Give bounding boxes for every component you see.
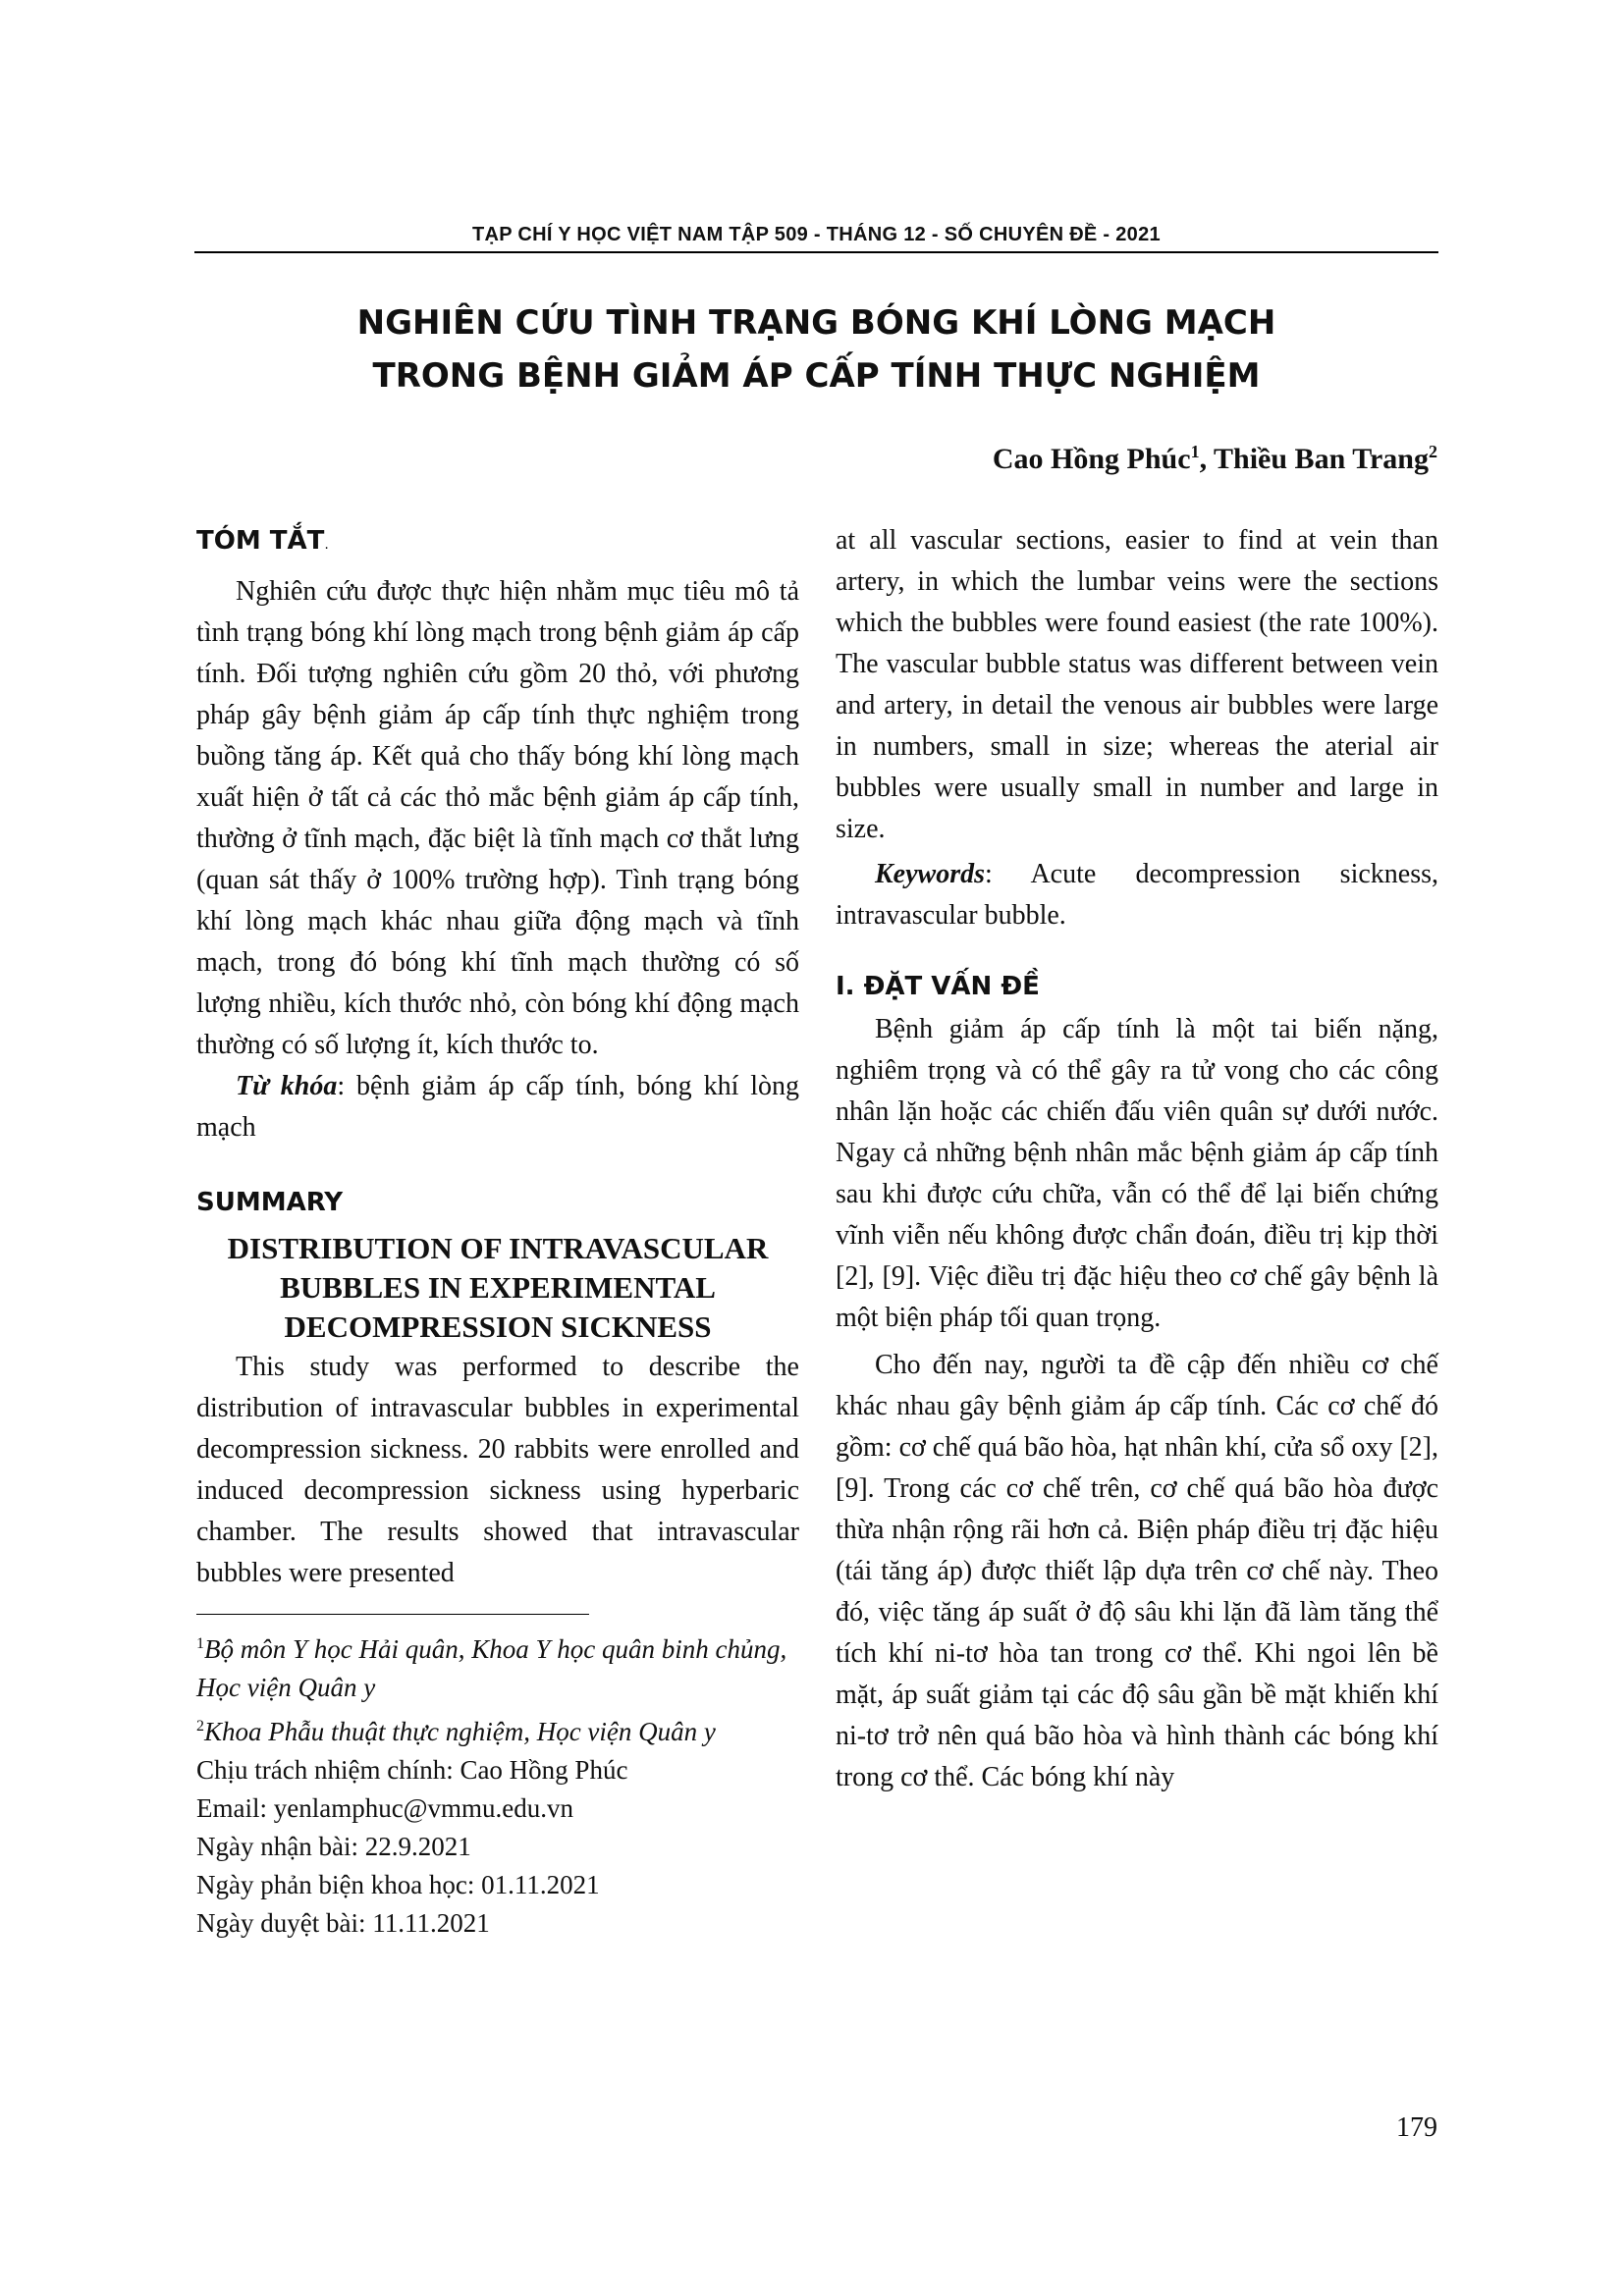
footnote-1-text: Bộ môn Y học Hải quân, Khoa Y học quân binh chủng, Học viện Quân y <box>196 1634 787 1702</box>
keywords-vi-sep: : <box>337 1071 357 1101</box>
left-column <box>196 520 799 1943</box>
abstract-vi-heading-dot: . <box>324 537 329 553</box>
right-column <box>836 520 1438 1798</box>
keywords-en-text: Acute decompression sickness, intravascular bubble. <box>836 859 1439 931</box>
article-title <box>194 296 1438 402</box>
footnote-2-mark: 2 <box>196 1718 204 1735</box>
footnote-1 <box>196 1625 799 1707</box>
keywords-en-sep: : <box>985 859 1031 889</box>
corresponding-author: Chịu trách nhiệm chính: Cao Hồng Phúc <box>196 1755 628 1785</box>
abstract-vi-body: Nghiên cứu được thực hiện nhằm mục tiêu mô tả tình trạng bóng khí lòng mạch trong bệnh giảm áp cấp tính. Đối tượng nghiên cứu gồm 20 thỏ, với phương pháp gây bệnh giảm áp cấp tính thực nghiệm trong buồng tăng áp. Kết quả cho thấy bóng khí lòng mạch xuất hiện ở tất cả các thỏ mắc bệnh giảm áp cấp tính, thường ở tĩnh mạch, đặc biệt là tĩnh mạch cơ thắt lưng (quan sát thấy ở 100% trường hợp). Tình trạng bóng khí lòng mạch khác nhau giữa động mạch và tĩnh mạch, trong đó bóng khí tĩnh mạch thường có số lượng nhiều, kích thước nhỏ, còn bóng khí động mạch thường có số lượng ít, kích thước to. <box>196 576 799 1060</box>
section-1-heading: I. ĐẶT VẤN ĐỀ <box>836 972 1040 1001</box>
summary-body-part-1: This study was performed to describe the distribution of intravascular bubbles in experimental decompression sickness. 20 rabbits were enrolled and induced decompression sickness using hyperbaric chamber. The results showed that intravascular bubbles were presented <box>196 1352 799 1588</box>
running-header: TẠP CHÍ Y HỌC VIỆT NAM TẬP 509 - THÁNG 12 - SỐ CHUYÊN ĐỀ - 2021 <box>472 224 1161 245</box>
keywords-vi-label: Từ khóa <box>236 1071 338 1101</box>
date-received: Ngày nhận bài: 22.9.2021 <box>196 1832 471 1861</box>
date-reviewed: Ngày phản biện khoa học: 01.11.2021 <box>196 1870 600 1899</box>
footnote-2-text: Khoa Phẫu thuật thực nghiệm, Học viện Quân y <box>204 1717 716 1746</box>
author-list <box>993 442 1437 476</box>
keywords-vi-text: bệnh giảm áp cấp tính, bóng khí lòng mạch <box>196 1071 800 1143</box>
author-2-affiliation: 2 <box>1429 442 1437 461</box>
author-separator: , <box>1199 443 1215 475</box>
author-2: Thiều Ban Trang <box>1214 443 1429 475</box>
abstract-vi-keywords <box>196 1066 799 1148</box>
summary-title-line-2: BUBBLES IN EXPERIMENTAL <box>280 1270 716 1305</box>
summary-keywords <box>836 854 1438 936</box>
footnote-rule <box>196 1614 589 1615</box>
section-1-paragraph-1: Bệnh giảm áp cấp tính là một tai biến nặng, nghiêm trọng và có thể gây ra tử vong cho các công nhân lặn hoặc các chiến đấu viên quân sự dưới nước. Ngay cả những bệnh nhân mắc bệnh giảm áp cấp tính sau khi được cứu chữa, vẫn có thể để lại biến chứng vĩnh viễn nếu không được chẩn đoán, điều trị kịp thời [2], [9]. Việc điều trị đặc hiệu theo cơ chế gây bệnh là một biện pháp tối quan trọng. <box>836 1014 1438 1333</box>
author-1: Cao Hồng Phúc <box>992 443 1191 475</box>
summary-title-line-3: DECOMPRESSION SICKNESS <box>284 1309 712 1344</box>
author-1-affiliation: 1 <box>1190 442 1200 461</box>
title-line-2: TRONG BỆNH GIẢM ÁP CẤP TÍNH THỰC NGHIỆM <box>372 356 1261 396</box>
keywords-en-label: Keywords <box>875 859 985 889</box>
abstract-vi-heading <box>196 520 799 565</box>
abstract-vi-heading-text: TÓM TẮT <box>196 526 325 556</box>
title-line-1: NGHIÊN CỨU TÌNH TRẠNG BÓNG KHÍ LÒNG MẠCH <box>356 303 1276 343</box>
contact-email: Email: yenlamphuc@vmmu.edu.vn <box>196 1793 574 1823</box>
page-number: 179 <box>1396 2112 1437 2143</box>
summary-heading: SUMMARY <box>196 1188 344 1217</box>
footnote-2 <box>196 1707 799 1751</box>
section-1-paragraph-2: Cho đến nay, người ta đề cập đến nhiều cơ chế khác nhau gây bệnh giảm áp cấp tính. Các cơ chế đó gồm: cơ chế quá bão hòa, hạt nhân khí, cửa sổ oxy [2], [9]. Trong các cơ chế trên, cơ chế quá bão hòa được thừa nhận rộng rãi hơn cả. Biện pháp điều trị đặc hiệu (tái tăng áp) được thiết lập dựa trên cơ chế này. Theo đó, việc tăng áp suất ở độ sâu khi lặn đã làm tăng thể tích khí ni-tơ hòa tan trong cơ thể. Khi ngoi lên bề mặt, áp suất giảm tại các độ sâu gần bề mặt khiến khí ni-tơ trở nên quá bão hòa và hình thành các bóng khí trong cơ thể. Các bóng khí này <box>836 1350 1438 1792</box>
footnote-1-mark: 1 <box>196 1635 204 1652</box>
summary-title-line-1: DISTRIBUTION OF INTRAVASCULAR <box>227 1231 769 1265</box>
summary-title <box>196 1229 799 1347</box>
summary-body-part-2: at all vascular sections, easier to find at vein than artery, in which the lumbar veins were the sections which the bubbles were found easiest (the rate 100%). The vascular bubble status was different between vein and artery, in detail the venous air bubbles were large in numbers, small in size; whereas the aterial air bubbles were usually small in number and large in size. <box>836 525 1438 844</box>
date-approved: Ngày duyệt bài: 11.11.2021 <box>196 1908 490 1938</box>
header-rule <box>194 251 1438 253</box>
